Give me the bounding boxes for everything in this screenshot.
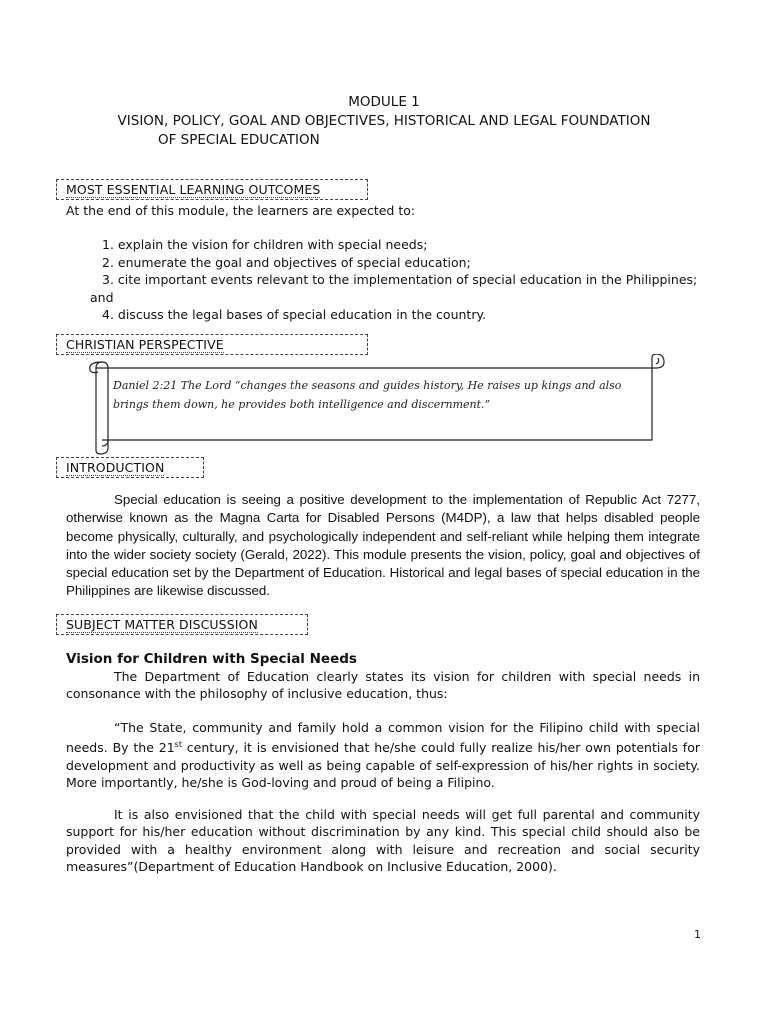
outcomes-heading: MOST ESSENTIAL LEARNING OUTCOMES — [66, 182, 321, 197]
vision-paragraph-1: The Department of Education clearly states its vision for children with special needs in consonance with the philosophy of inclusive education, thus: — [66, 669, 700, 702]
scripture-scroll — [86, 354, 668, 458]
subject-heading: SUBJECT MATTER DISCUSSION — [66, 617, 258, 632]
christian-heading-box — [56, 334, 368, 355]
outcomes-list — [66, 236, 700, 324]
list-item: 4. discuss the legal bases of special education in the country. — [102, 307, 487, 322]
vision-subheading: Vision for Children with Special Needs — [66, 651, 357, 667]
scripture-verse: Daniel 2:21 The Lord “changes the seasons and guides history, He raises up kings and also brings them down, he provides both intelligence and discernment.” — [113, 379, 622, 411]
list-item: 3. cite important events relevant to the implementation of special education in the Philippines; and — [66, 271, 700, 306]
module-number: MODULE 1 — [348, 94, 420, 110]
vision-paragraph-3: It is also envisioned that the child with special needs will get full parental and community support for his/her education without discrimination by any kind. This special child should also be provided with a healthy environment along with leisure and recreation and social security measures”(Department of Education Handbook on Inclusive Education, 2000). — [66, 807, 700, 874]
outcomes-intro: At the end of this module, the learners are expected to: — [66, 203, 416, 218]
introduction-heading: INTRODUCTION — [66, 460, 165, 475]
list-item: 2. enumerate the goal and objectives of special education; — [102, 254, 471, 270]
vision-paragraph-2: “The State, community and family hold a common vision for the Filipino child with special needs. By the 21st century, it is envisioned that he/she could fully realize his/her own potentials for development and productivity as well as being capable of self-expression of his/her rights in society. More importantly, he/she is God-loving and proud of being a Filipino. — [66, 720, 700, 791]
module-title-block — [40, 93, 728, 150]
module-title-line1: VISION, POLICY, GOAL AND OBJECTIVES, HISTORICAL AND LEGAL FOUNDATION — [117, 113, 651, 129]
page-number: 1 — [694, 928, 701, 941]
christian-heading: CHRISTIAN PERSPECTIVE — [66, 337, 224, 352]
subject-heading-box — [56, 614, 308, 635]
introduction-paragraph: Special education is seeing a positive development to the implementation of Republic Act 7277, otherwise known as the Magna Carta for Disabled Persons (M4DP), a law that helps disabled people become physically, culturally, and psychologically independent and self-reliant while helping them integrate into the wider society society (Gerald, 2022). This module presents the vision, policy, goal and objectives of special education set by the Department of Education. Historical and legal bases of special education in the Philippines are likewise discussed. — [66, 492, 700, 599]
list-item: 1. explain the vision for children with special needs; — [102, 237, 428, 252]
outcome-3-continuation: and — [90, 289, 114, 305]
outcomes-heading-box — [56, 179, 368, 200]
introduction-heading-box — [56, 457, 204, 478]
module-title-line2: OF SPECIAL EDUCATION — [158, 132, 320, 148]
